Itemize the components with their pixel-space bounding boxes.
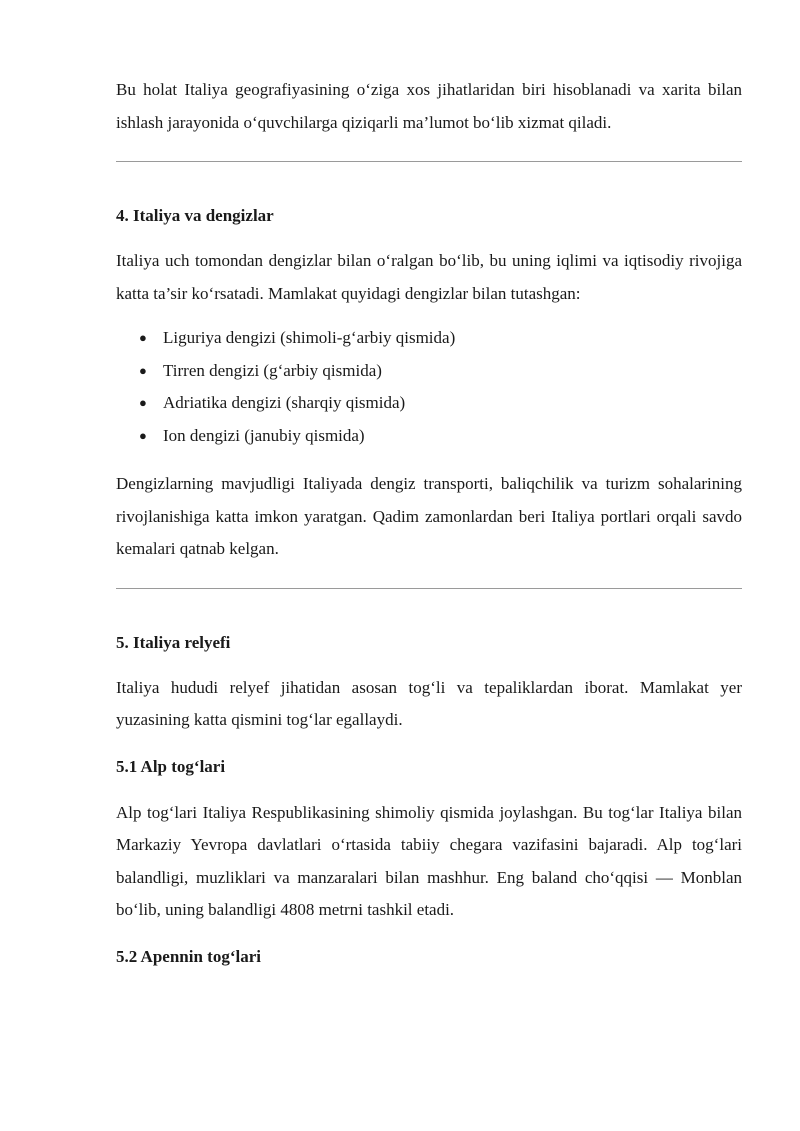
subsection-5-1-heading: 5.1 Alp tog‘lari bbox=[116, 756, 226, 776]
list-item: ● Adriatika dengizi (sharqiy qismida) bbox=[116, 387, 742, 420]
subsection-5-1-paragraph: Alp tog‘lari Italiya Respublikasining shimoliy qismida joylashgan. Bu tog‘lar Italiya bilan Markaziy Yevropa davlatlari o‘rtasida tabiiy chegara vazifasini bajaradi. Alp tog‘lari balandligi, muzliklari va manzaralari bilan mashhur. Eng baland cho‘qqisi — Monblan bo‘lib, uning balandligi 4808 metrni tashkil etadi. bbox=[116, 802, 742, 919]
subsection-5-2-heading: 5.2 Apennin tog‘lari bbox=[116, 946, 261, 966]
document-page bbox=[116, 70, 742, 969]
section-divider bbox=[116, 588, 742, 589]
section-4-paragraph-1: Italiya uch tomondan dengizlar bilan o‘ralgan bo‘lib, bu uning iqlimi va iqtisodiy rivojiga katta ta’sir ko‘rsatadi. Mamlakat quyidagi dengizlar bilan tutashgan: bbox=[116, 251, 742, 303]
list-item: ● Liguriya dengizi (shimoli-g‘arbiy qismida) bbox=[116, 322, 742, 355]
intro-paragraph: Bu holat Italiya geografiyasining o‘ziga xos jihatlaridan biri hisoblanadi va xarita bilan ishlash jarayonida o‘quvchilarga qiziqarli ma’lumot bo‘lib xizmat qiladi. bbox=[116, 80, 742, 132]
bullet-icon: ● bbox=[139, 427, 147, 443]
section-5-paragraph: Italiya hududi relyef jihatidan asosan tog‘li va tepaliklardan iborat. Mamlakat yer yuzasining katta qismini tog‘lar egallaydi. bbox=[116, 677, 742, 729]
section-4-heading: 4. Italiya va dengizlar bbox=[116, 206, 274, 225]
seas-list bbox=[116, 322, 742, 452]
section-divider bbox=[116, 161, 742, 162]
section-5-heading: 5. Italiya relyefi bbox=[116, 632, 231, 652]
bullet-icon: ● bbox=[139, 330, 147, 345]
list-item: ● Tirren dengizi (g‘arbiy qismida) bbox=[116, 355, 742, 388]
list-item: ● Ion dengizi (janubiy qismida) bbox=[116, 420, 742, 453]
bullet-icon: ● bbox=[139, 362, 147, 378]
bullet-icon: ● bbox=[139, 395, 147, 410]
section-4-paragraph-2: Dengizlarning mavjudligi Italiyada dengiz transporti, baliqchilik va turizm sohalarining rivojlanishiga katta imkon yaratgan. Qadim zamonlardan beri Italiya portlari orqali savdo kemalari qatnab kelgan. bbox=[116, 474, 742, 558]
